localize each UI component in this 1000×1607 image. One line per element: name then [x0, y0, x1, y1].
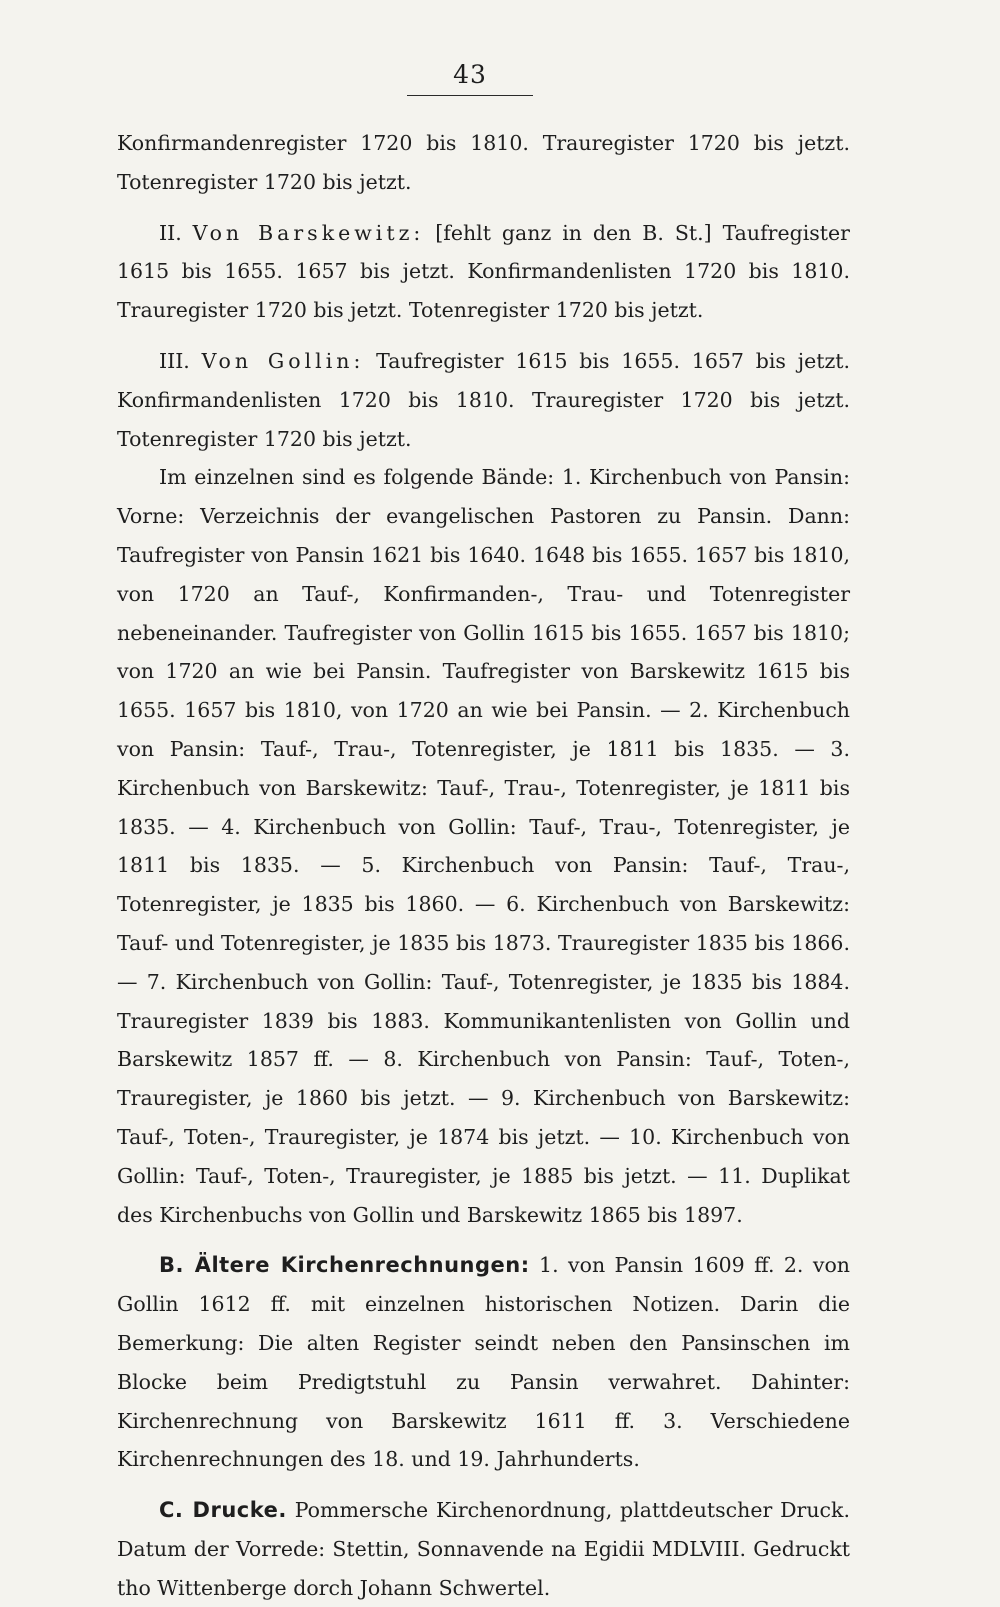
- place-name: Von Gollin:: [201, 348, 365, 373]
- section-b-heading: B. Ältere Kirchenrechnungen:: [159, 1253, 530, 1278]
- section-number: II.: [159, 220, 182, 245]
- section-c: [117, 1491, 850, 1607]
- paragraph-text: [fehlt ganz in den B. St.] Taufregister 1615 bis 1655. 1657 bis jetzt. Konfirmandenlisten 1720 bis 1810. Trauregister 1720 bis jetzt. Totenregister 1720 bis jetzt.: [117, 220, 850, 323]
- section-c-heading: C. Drucke.: [159, 1498, 287, 1523]
- section-c-text: Pommersche Kirchenordnung, plattdeutscher Druck. Datum der Vorrede: Stettin, Sonnavende na Egidii MDLVIII. Gedruckt tho Wittenberge dorch Johann Schwertel.: [117, 1498, 850, 1600]
- section-b-text: 1. von Pansin 1609 ff. 2. von Gollin 1612 ff. mit einzelnen historischen Notizen. Darin die Bemerkung: Die alten Register seindt neben den Pansinschen im Blocke beim Predigtstuhl zu Pansin verwahret. Dahinter: Kirchenrechnung von Barskewitz 1611 ff. 3. Verschiedene Kirchenrechnungen des 18. und 19. Jahrhunderts.: [117, 1253, 850, 1472]
- paragraph-barskewitz: [117, 214, 850, 330]
- section-number: III.: [159, 348, 190, 373]
- page-number-rule: [407, 95, 533, 96]
- paragraph-text: Taufregister 1615 bis 1655. 1657 bis jetzt. Konfirmandenlisten 1720 bis 1810. Trauregister 1720 bis jetzt. Totenregister 1720 bis jetzt.: [117, 348, 850, 451]
- paragraph-continuation: Konfirmandenregister 1720 bis 1810. Trauregister 1720 bis jetzt. Totenregister 1720 bis jetzt.: [117, 131, 850, 194]
- body-text: [117, 124, 850, 1607]
- paragraph-volumes: Im einzelnen sind es folgende Bände: 1. Kirchenbuch von Pansin: Vorne: Verzeichnis der evangelischen Pastoren zu Pansin. Dann: Taufregister von Pansin 1621 bis 1640. 1648 bis 1655. 1657 bis 1810, von 1720 an Tauf-, Konfirmanden-, Trau- und Totenregister nebeneinander. Taufregister von Gollin 1615 bis 1655. 1657 bis 1810; von 1720 an wie bei Pansin. Taufregister von Barskewitz 1615 bis 1655. 1657 bis 1810, von 1720 an wie bei Pansin. — 2. Kirchenbuch von Pansin: Tauf-, Trau-, Totenregister, je 1811 bis 1835. — 3. Kirchenbuch von Barskewitz: Tauf-, Trau-, Totenregister, je 1811 bis 1835. — 4. Kirchenbuch von Gollin: Tauf-, Trau-, Totenregister, je 1811 bis 1835. — 5. Kirchenbuch von Pansin: Tauf-, Trau-, Totenregister, je 1835 bis 1860. — 6. Kirchenbuch von Barskewitz: Tauf- und Totenregister, je 1835 bis 1873. Trauregister 1835 bis 1866. — 7. Kirchenbuch von Gollin: Tauf-, Totenregister, je 1835 bis 1884. Trauregister 1839 bis 1883. Kommunikantenlisten von Gollin und Barskewitz 1857 ff. — 8. Kirchenbuch von Pansin: Tauf-, Toten-, Trauregister, je 1860 bis jetzt. — 9. Kirchenbuch von Barskewitz: Tauf-, Toten-, Trauregister, je 1874 bis jetzt. — 10. Kirchenbuch von Gollin: Tauf-, Toten-, Trauregister, je 1885 bis jetzt. — 11. Duplikat des Kirchenbuchs von Gollin und Barskewitz 1865 bis 1897.: [117, 465, 850, 1227]
- page-number: 43: [453, 60, 487, 89]
- section-b: [117, 1246, 850, 1479]
- paragraph-gollin: [117, 342, 850, 458]
- place-name: Von Barskewitz:: [192, 220, 425, 245]
